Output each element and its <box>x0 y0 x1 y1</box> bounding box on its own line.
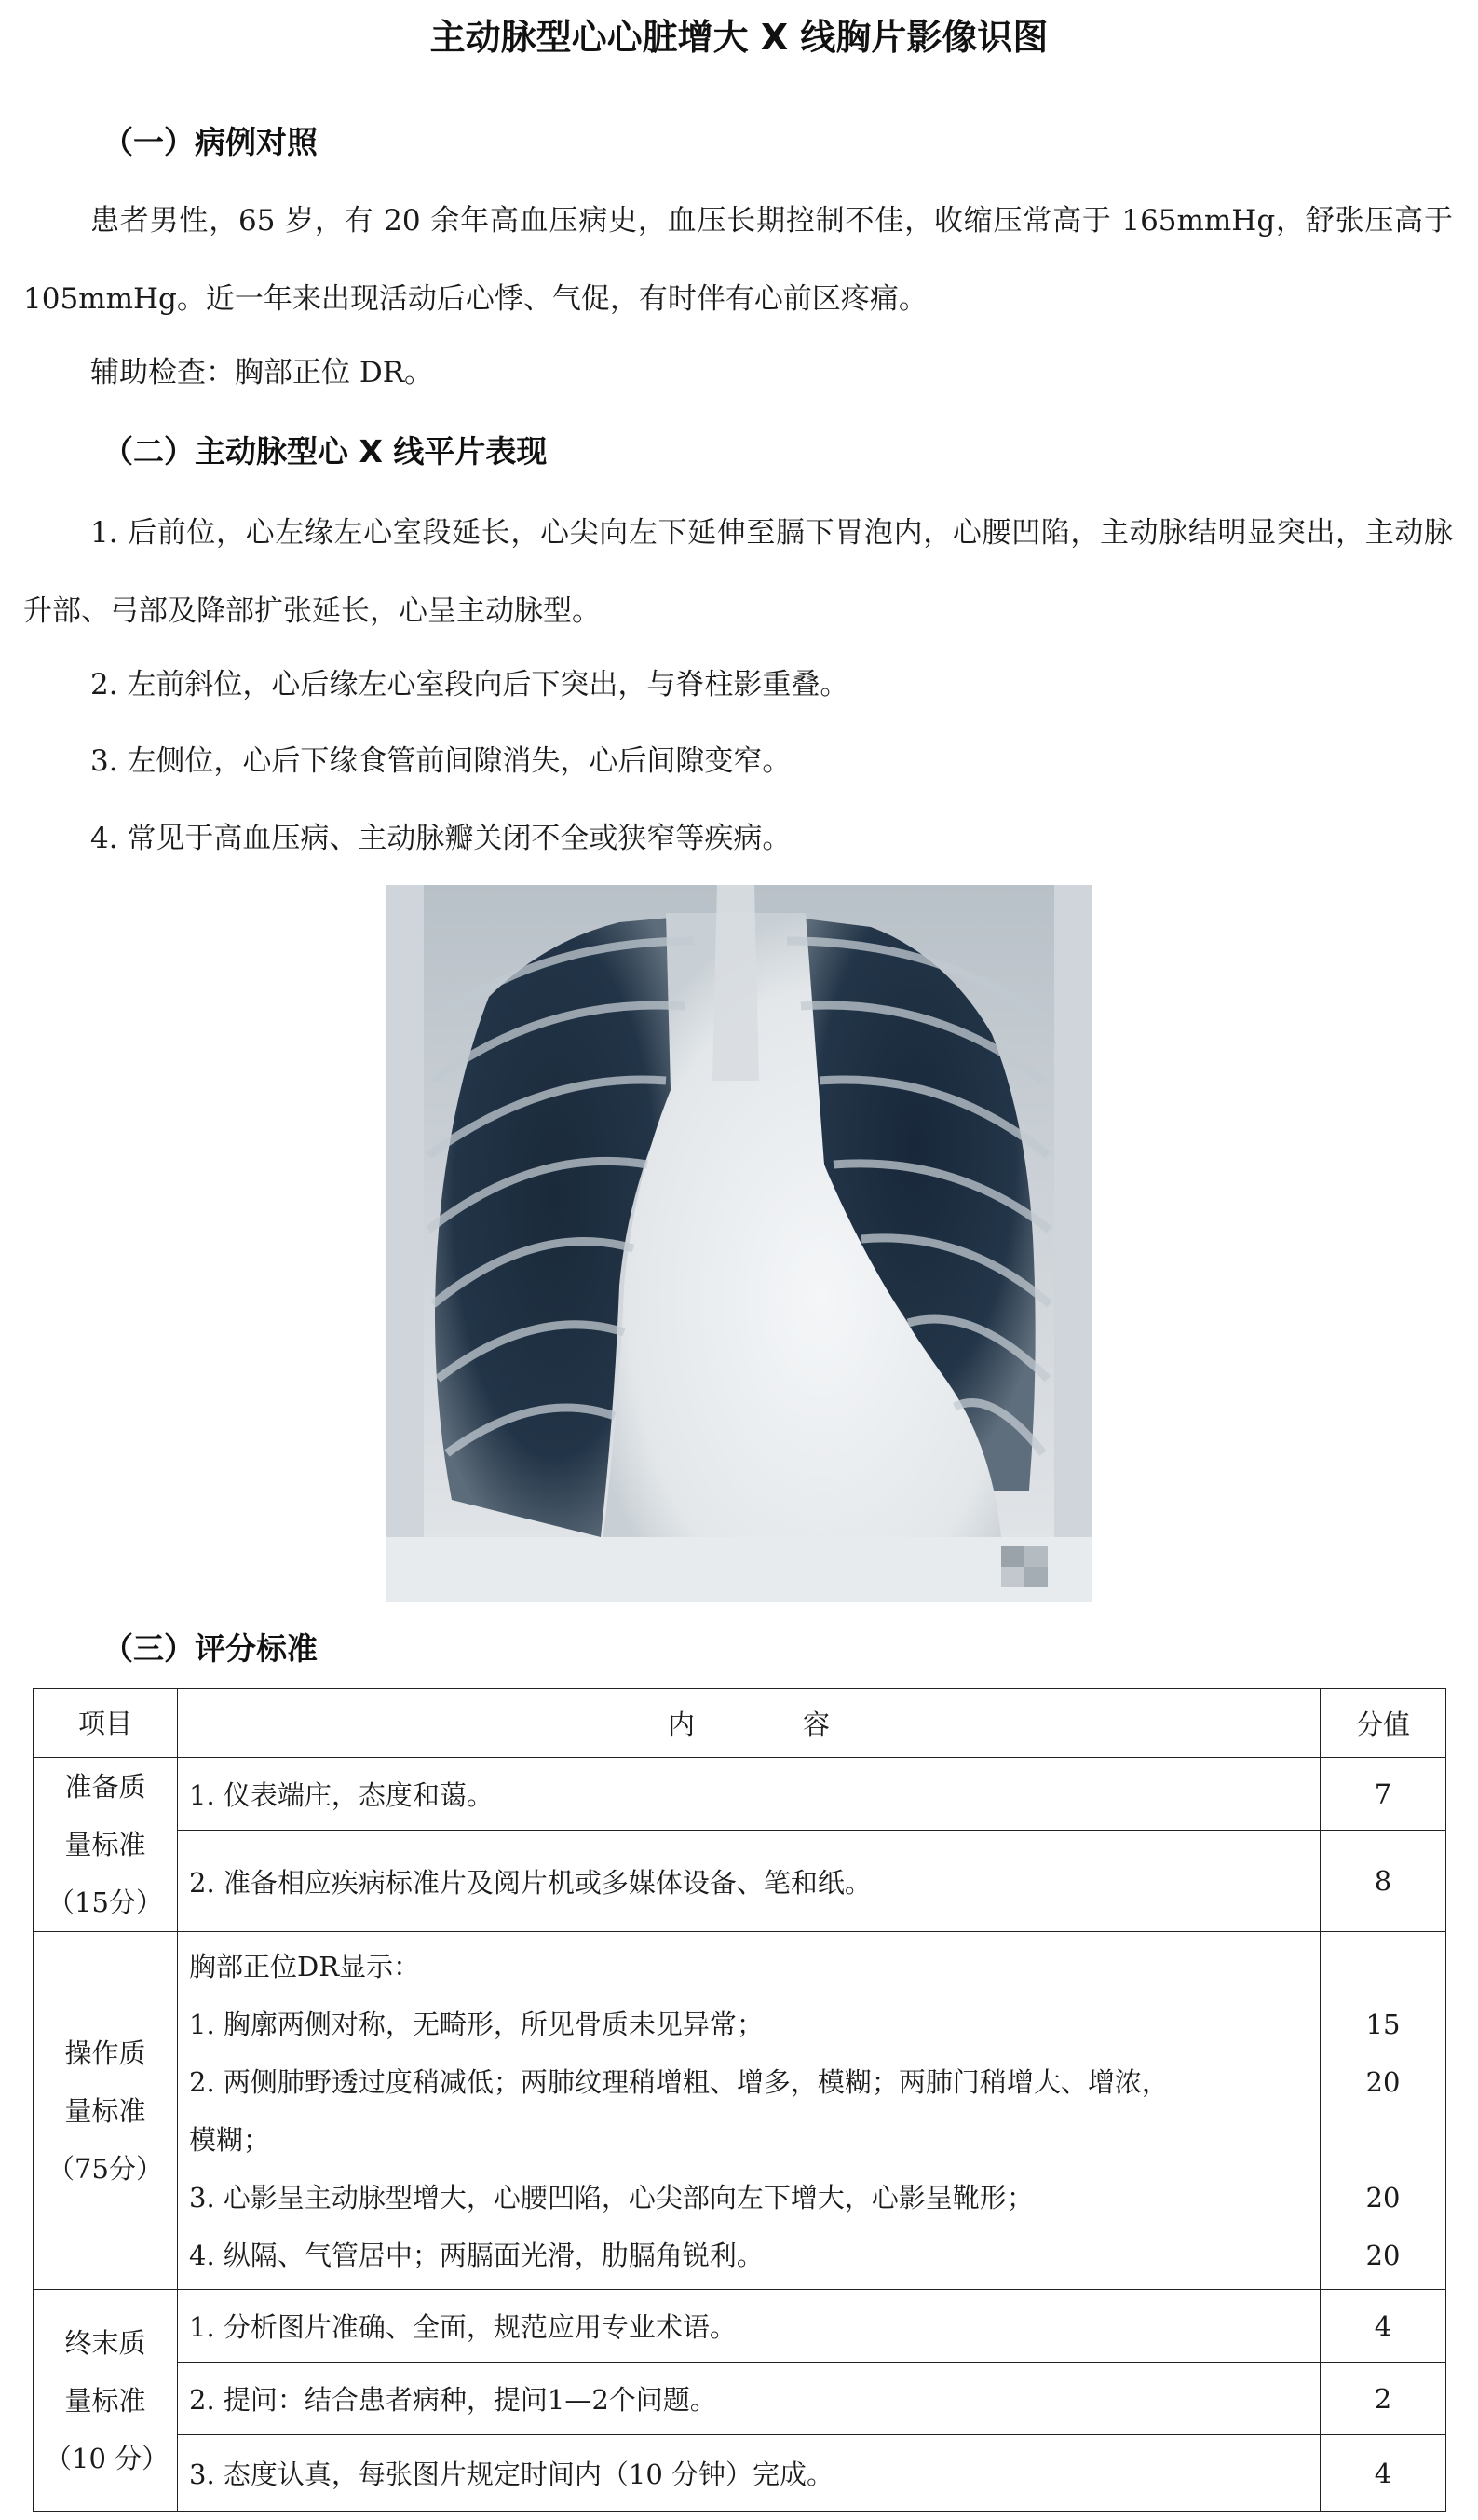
finding-item-2: 2. 左前斜位，心后缘左心室段向后下突出，与脊柱影重叠。 <box>90 668 849 702</box>
operation-intro: 胸部正位DR显示： <box>189 1950 421 1982</box>
header-item: 项目 <box>34 1689 178 1758</box>
operation-item: 4. 纵隔、气管居中；两膈面光滑，肋膈角锐利。 <box>189 2239 764 2271</box>
section-heading-xray-findings: （二）主动脉型心 X 线平片表现 <box>102 433 548 470</box>
row-score: 15 <box>1365 2008 1401 2040</box>
row-content: 2. 提问：结合患者病种，提问1—2个问题。 <box>178 2363 1321 2435</box>
finding-item-1: 1. 后前位，心左缘左心室段延长，心尖向左下延伸至膈下胃泡内，心腰凹陷，主动脉结明显突出，主动脉升部、弓部及降部扩张延长，心呈主动脉型。 <box>23 516 1453 628</box>
category-prep: 准备质 量标准 （15分） <box>34 1758 178 1932</box>
row-score: 20 <box>1365 2181 1401 2214</box>
operation-item: 3. 心影呈主动脉型增大，心腰凹陷，心尖部向左下增大，心影呈靴形； <box>189 2181 1034 2214</box>
scoring-table <box>33 1688 1446 2512</box>
operation-item: 1. 胸廓两侧对称，无畸形，所见骨质未见异常； <box>189 2008 764 2040</box>
table-row <box>34 1758 1446 1831</box>
table-row <box>34 1932 1446 2290</box>
operation-scores <box>1321 1932 1446 2290</box>
row-score: 8 <box>1321 1831 1446 1932</box>
case-description: 患者男性，65 岁，有 20 余年高血压病史，血压长期控制不佳，收缩压常高于 165mmHg，舒张压高于 105mmHg。近一年来出现活动后心悸、气促，有时伴有心前区疼痛。 <box>23 204 1453 316</box>
finding-item-3: 3. 左侧位，心后下缘食管前间隙消失，心后间隙变窄。 <box>90 744 792 778</box>
row-score: 4 <box>1321 2290 1446 2363</box>
operation-item-continued: 模糊； <box>189 2123 271 2156</box>
row-content: 1. 分析图片准确、全面，规范应用专业术语。 <box>178 2290 1321 2363</box>
table-row <box>34 2435 1446 2512</box>
chest-xray-image <box>386 885 1092 1602</box>
row-content: 1. 仪表端庄，态度和蔼。 <box>178 1758 1321 1831</box>
row-score: 20 <box>1365 2239 1401 2271</box>
header-content: 内 容 <box>178 1689 1321 1758</box>
row-content: 2. 准备相应疾病标准片及阅片机或多媒体设备、笔和纸。 <box>178 1831 1321 1932</box>
row-content: 3. 态度认真，每张图片规定时间内（10 分钟）完成。 <box>178 2435 1321 2512</box>
section-heading-case: （一）病例对照 <box>102 124 318 160</box>
table-header-row <box>34 1689 1446 1758</box>
section-heading-scoring: （三）评分标准 <box>102 1630 318 1667</box>
table-row <box>34 1831 1446 1932</box>
category-operation: 操作质 量标准 （75分） <box>34 1932 178 2290</box>
row-score: 7 <box>1321 1758 1446 1831</box>
table-row <box>34 2290 1446 2363</box>
finding-item-4: 4. 常见于高血压病、主动脉瓣关闭不全或狭窄等疾病。 <box>90 822 792 855</box>
category-final: 终末质 量标准 （10 分） <box>34 2290 178 2512</box>
operation-content <box>178 1932 1321 2290</box>
row-score: 2 <box>1321 2363 1446 2435</box>
row-score: 4 <box>1321 2435 1446 2512</box>
table-row <box>34 2363 1446 2435</box>
page-title: 主动脉型心心脏增大 X 线胸片影像识图 <box>429 17 1049 58</box>
operation-item: 2. 两侧肺野透过度稍减低；两肺纹理稍增粗、增多，模糊；两肺门稍增大、增浓， <box>189 2065 1169 2098</box>
auxiliary-exam: 辅助检查：胸部正位 DR。 <box>90 356 434 389</box>
row-score: 20 <box>1365 2065 1401 2098</box>
header-score: 分值 <box>1321 1689 1446 1758</box>
